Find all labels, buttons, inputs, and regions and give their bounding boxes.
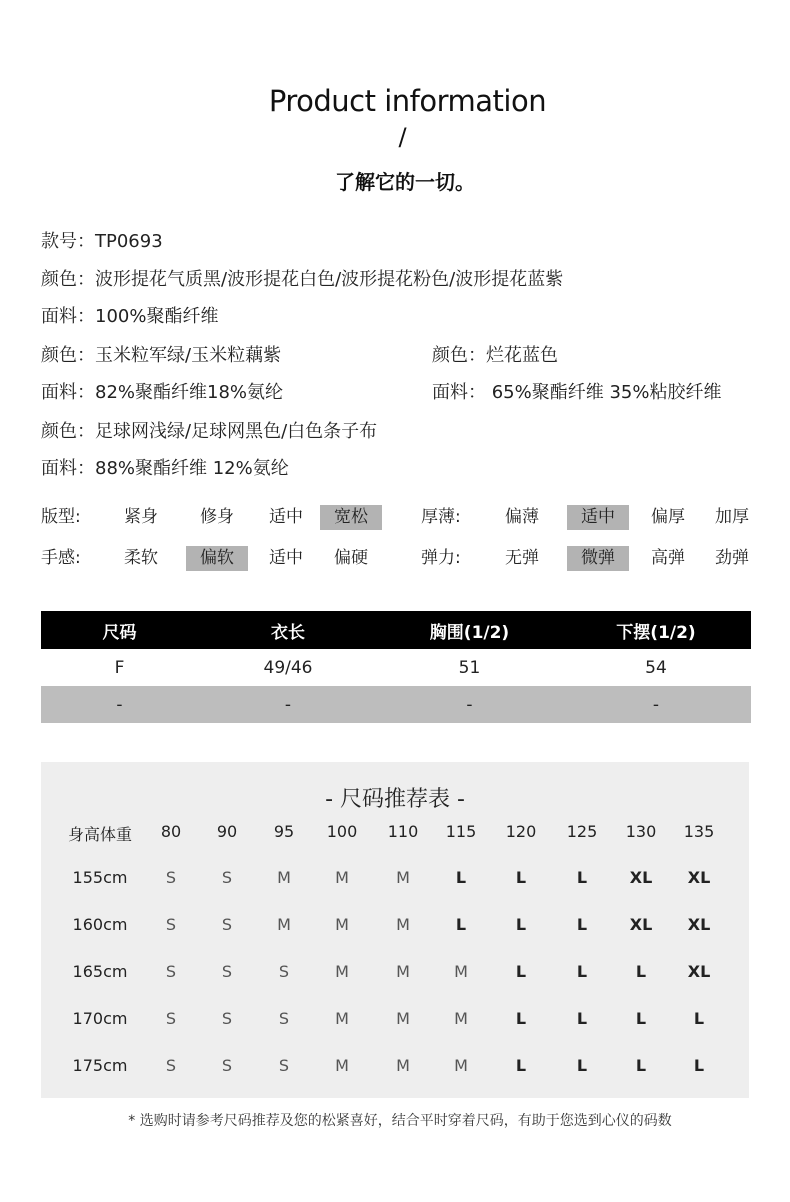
recommended-size: L: [635, 1009, 647, 1028]
recommended-size: XL: [687, 962, 711, 981]
attr-label-elasticity: 弹力:: [421, 548, 461, 568]
cell-hem: 54: [645, 657, 667, 678]
recommended-size: L: [455, 915, 467, 934]
recommended-size: L: [635, 1056, 647, 1075]
color-line-2: 颜色：玉米粒军绿/玉米粒藕紫: [41, 345, 282, 366]
recommended-size: S: [221, 1056, 233, 1075]
recommended-size: S: [221, 915, 233, 934]
recommended-size: S: [165, 962, 177, 981]
recommended-size: M: [396, 962, 410, 981]
recommended-size: L: [576, 868, 588, 887]
weight-header: 90: [216, 822, 238, 841]
header-bust: 胸围(1/2): [429, 622, 510, 643]
recommended-size: M: [335, 1056, 349, 1075]
recommendation-title: - 尺码推荐表 -: [325, 787, 465, 812]
attr-option-feel: 柔软: [124, 548, 158, 568]
recommended-size: M: [277, 868, 291, 887]
attr-option-fit: 紧身: [124, 507, 158, 527]
size-table-header: [41, 611, 751, 649]
attr-option-elasticity: 劲弹: [715, 548, 749, 568]
attr-option-feel: 适中: [269, 548, 303, 568]
attr-option-fit: 适中: [269, 507, 303, 527]
recommended-size: M: [454, 1056, 468, 1075]
recommended-size: XL: [629, 868, 653, 887]
header-length: 衣长: [271, 622, 305, 643]
recommended-size: M: [454, 1009, 468, 1028]
weight-header: 80: [160, 822, 182, 841]
cell-length: 49/46: [263, 657, 313, 678]
table-row: [41, 649, 751, 686]
attr-option-thickness: 偏薄: [505, 507, 539, 527]
table-row: [41, 686, 751, 723]
cell-length: -: [284, 694, 292, 715]
recommended-size: S: [278, 1056, 290, 1075]
weight-header: 135: [683, 822, 715, 841]
fabric-line-3: 面料： 65%聚酯纤维 35%粘胶纤维: [432, 382, 722, 403]
weight-header: 125: [566, 822, 598, 841]
color-line-1: 颜色：波形提花气质黑/波形提花白色/波形提花粉色/波形提花蓝紫: [41, 269, 564, 290]
cell-size: -: [116, 694, 123, 715]
recommended-size: L: [515, 915, 527, 934]
title-divider: /: [398, 123, 407, 151]
recommended-size: M: [335, 868, 349, 887]
recommended-size: L: [693, 1009, 705, 1028]
attr-label-feel: 手感:: [41, 548, 81, 568]
recommended-size: S: [165, 1009, 177, 1028]
recommended-size: L: [693, 1056, 705, 1075]
height-label: 155cm: [72, 868, 128, 887]
title-english: Product information: [268, 84, 547, 118]
recommended-size: L: [515, 962, 527, 981]
footnote: * 选购时请参考尺码推荐及您的松紧喜好，结合平时穿着尺码，有助于您选到心仪的码数: [128, 1113, 672, 1129]
recommended-size: S: [221, 868, 233, 887]
height-label: 175cm: [72, 1056, 128, 1075]
recommended-size: S: [165, 1056, 177, 1075]
recommended-size: L: [515, 1009, 527, 1028]
size-recommendation-panel: [41, 762, 749, 1098]
recommended-size: XL: [687, 868, 711, 887]
attr-option-thickness: 加厚: [715, 507, 749, 527]
height-label: 165cm: [72, 962, 128, 981]
cell-size: F: [114, 657, 125, 678]
attr-option-elasticity: 无弹: [505, 548, 539, 568]
cell-hem: -: [652, 694, 660, 715]
attr-option-feel: 偏硬: [334, 548, 368, 568]
weight-header: 115: [445, 822, 477, 841]
weight-header: 110: [387, 822, 419, 841]
title-chinese: 了解它的一切。: [335, 170, 475, 194]
recommended-size: M: [396, 868, 410, 887]
recommended-size: L: [455, 868, 467, 887]
color-line-4: 颜色：足球网浅绿/足球网黑色/白色条子布: [41, 421, 378, 442]
attr-option-thickness: 偏厚: [651, 507, 685, 527]
recommendation-corner-label: 身高体重: [67, 825, 132, 844]
recommended-size: L: [576, 1056, 588, 1075]
recommended-size: M: [396, 915, 410, 934]
fabric-line-4: 面料：88%聚酯纤维 12%氨纶: [41, 458, 289, 479]
recommended-size: S: [221, 962, 233, 981]
recommended-size: M: [396, 1009, 410, 1028]
recommended-size: S: [221, 1009, 233, 1028]
attr-option-elasticity: 高弹: [651, 548, 685, 568]
recommended-size: M: [277, 915, 291, 934]
recommended-size: L: [576, 1009, 588, 1028]
weight-header: 130: [625, 822, 657, 841]
recommended-size: L: [515, 868, 527, 887]
attr-option-fit: 修身: [200, 507, 234, 527]
recommended-size: S: [165, 868, 177, 887]
recommended-size: M: [335, 962, 349, 981]
recommended-size: M: [335, 1009, 349, 1028]
header-size: 尺码: [102, 622, 137, 643]
header-hem: 下摆(1/2): [616, 622, 696, 643]
recommended-size: M: [335, 915, 349, 934]
fabric-line-1: 面料：100%聚酯纤维: [41, 306, 219, 327]
recommended-size: M: [396, 1056, 410, 1075]
weight-header: 100: [326, 822, 358, 841]
recommended-size: L: [576, 962, 588, 981]
height-label: 170cm: [72, 1009, 128, 1028]
recommended-size: L: [576, 915, 588, 934]
size-table: [41, 611, 751, 723]
weight-header: 95: [273, 822, 295, 841]
recommended-size: L: [515, 1056, 527, 1075]
recommended-size: S: [278, 962, 290, 981]
cell-bust: 51: [458, 657, 481, 678]
recommended-size: L: [635, 962, 647, 981]
attr-option-thickness: 适中: [567, 505, 629, 530]
recommended-size: S: [278, 1009, 290, 1028]
attr-option-elasticity: 微弹: [567, 546, 629, 571]
weight-header: 120: [505, 822, 537, 841]
cell-bust: -: [466, 694, 473, 715]
style-number: 款号：TP0693: [41, 231, 163, 252]
attr-label-thickness: 厚薄:: [421, 507, 461, 527]
height-label: 160cm: [72, 915, 128, 934]
attr-label-fit: 版型:: [41, 507, 81, 527]
recommended-size: XL: [687, 915, 711, 934]
attr-option-fit: 宽松: [320, 505, 382, 530]
recommended-size: S: [165, 915, 177, 934]
color-line-3: 颜色：烂花蓝色: [432, 345, 558, 366]
fabric-line-2: 面料：82%聚酯纤维18%氨纶: [41, 382, 284, 403]
recommended-size: XL: [629, 915, 653, 934]
attr-option-feel: 偏软: [186, 546, 248, 571]
recommended-size: M: [454, 962, 468, 981]
